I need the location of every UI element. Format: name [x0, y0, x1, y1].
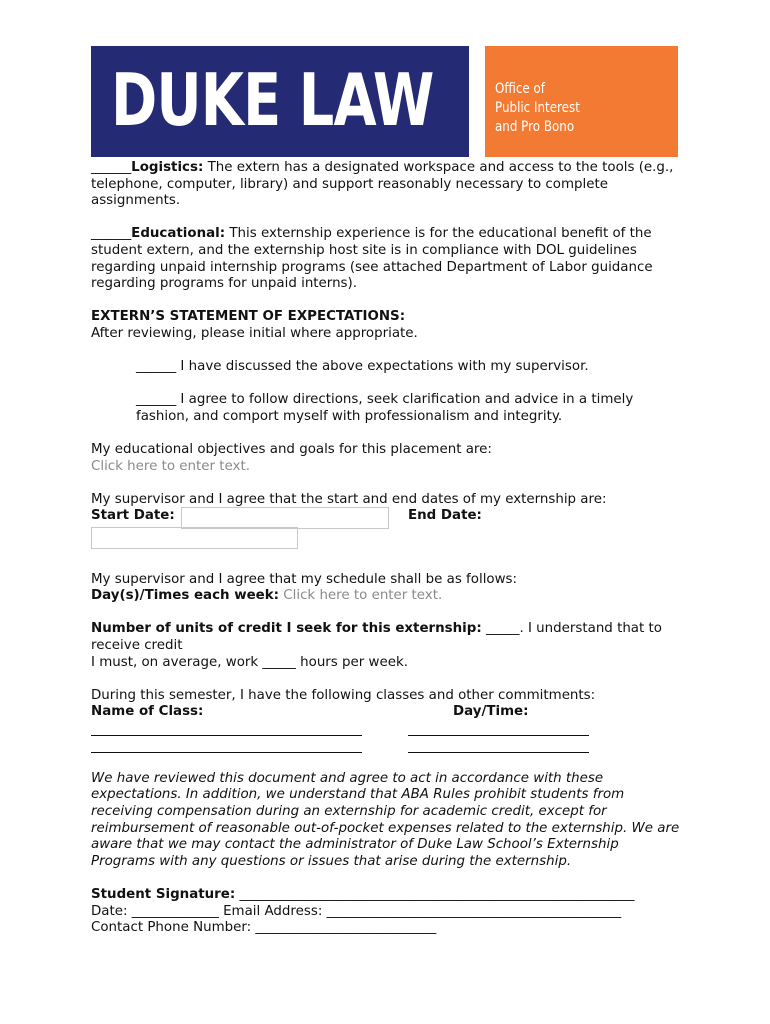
- student-signature-row: [91, 887, 681, 904]
- logistics-paragraph: [91, 160, 681, 210]
- class-time-line-2[interactable]: [408, 738, 589, 753]
- email-line[interactable]: ____________________________________________: [322, 903, 622, 919]
- classes-prompt: During this semester, I have the following classes and other commitments:: [91, 687, 596, 703]
- email-label: Email Address:: [218, 903, 323, 919]
- class-row-2: [91, 738, 681, 755]
- credit-text-2[interactable]: I must, on average, work _____ hours per week.: [91, 654, 408, 670]
- class-row-1: [91, 721, 681, 738]
- class-time-line-1[interactable]: [408, 721, 589, 736]
- duke-law-logo: [91, 46, 469, 157]
- student-signature-line[interactable]: ___________________________________________________________: [235, 886, 635, 902]
- classes-header-row: [91, 704, 681, 721]
- schedule-input[interactable]: Click here to enter text.: [283, 588, 443, 604]
- phone-row: [91, 920, 681, 937]
- office-line-2: Public Interest: [495, 100, 580, 116]
- schedule-row: [91, 588, 681, 605]
- end-date-field[interactable]: [91, 527, 298, 549]
- objectives-prompt: My educational objectives and goals for this placement are:: [91, 442, 492, 458]
- class-time-header: Day/Time:: [453, 704, 529, 720]
- credit-text-1[interactable]: _____. I understand that to receive credit: [91, 621, 662, 654]
- credit-paragraph: [91, 621, 681, 654]
- educational-blank[interactable]: ______: [91, 226, 132, 242]
- document-body: [91, 160, 681, 937]
- dates-prompt: My supervisor and I agree that the start and end dates of my externship are:: [91, 491, 607, 507]
- office-line-3: and Pro Bono: [495, 119, 575, 135]
- agreement-paragraph: We have reviewed this document and agree to act in accordance with these expectations. In addition, we understand that ABA Rules prohibit students from receiving compensation during an externship for academic credit, except for reimbursement of reasonable out-of-pocket expenses related to the externship. We are aware that we may contact the administrator of Duke Law School’s Externship Programs with any questions or issues that arise during the externship.: [91, 770, 680, 869]
- statement-item-2[interactable]: ______ I agree to follow directions, seek clarification and advice in a timely fashion, and comport myself with professionalism and integrity.: [136, 392, 634, 424]
- office-name: [495, 80, 580, 137]
- date-email-row: [91, 904, 681, 921]
- objectives-input[interactable]: Click here to enter text.: [91, 458, 250, 474]
- date-label: Date:: [91, 903, 128, 919]
- phone-label: Contact Phone Number:: [91, 920, 252, 936]
- class-name-line-1[interactable]: [91, 721, 362, 736]
- logistics-label: Logistics:: [131, 160, 204, 175]
- class-name-header: Name of Class:: [91, 704, 204, 720]
- office-line-1: Office of: [495, 81, 545, 97]
- class-name-line-2[interactable]: [91, 738, 362, 753]
- logistics-text: The extern has a designated workspace and access to the tools (e.g., telephone, computer, library) and support reasonably necessary to complete assignments.: [91, 160, 674, 209]
- logo-text: DUKE LAW: [111, 58, 434, 142]
- schedule-label: Day(s)/Times each week:: [91, 588, 280, 604]
- educational-label: Educational:: [131, 226, 226, 242]
- end-date-label: End Date:: [408, 508, 482, 524]
- statement-instruction: After reviewing, please initial where appropriate.: [91, 325, 418, 341]
- statement-heading: EXTERN’S STATEMENT OF EXPECTATIONS:: [91, 309, 406, 325]
- educational-text: This externship experience is for the educational benefit of the student extern, and the externship host site is in compliance with DOL guidelines regarding unpaid internship programs (see attached Department of Labor guidance regarding programs for unpaid interns).: [91, 226, 653, 292]
- start-date-label: Start Date:: [91, 508, 175, 524]
- phone-line[interactable]: ___________________________: [251, 920, 437, 936]
- office-banner: [485, 46, 678, 157]
- credit-label: Number of units of credit I seek for this externship:: [91, 621, 482, 637]
- statement-item-1[interactable]: ______ I have discussed the above expectations with my supervisor.: [136, 359, 589, 375]
- student-signature-label: Student Signature:: [91, 886, 236, 902]
- dates-row: [91, 508, 681, 525]
- educational-paragraph: [91, 226, 681, 292]
- schedule-prompt: My supervisor and I agree that my schedule shall be as follows:: [91, 571, 518, 587]
- date-line[interactable]: _____________: [127, 903, 219, 919]
- logistics-blank[interactable]: ______: [91, 160, 132, 175]
